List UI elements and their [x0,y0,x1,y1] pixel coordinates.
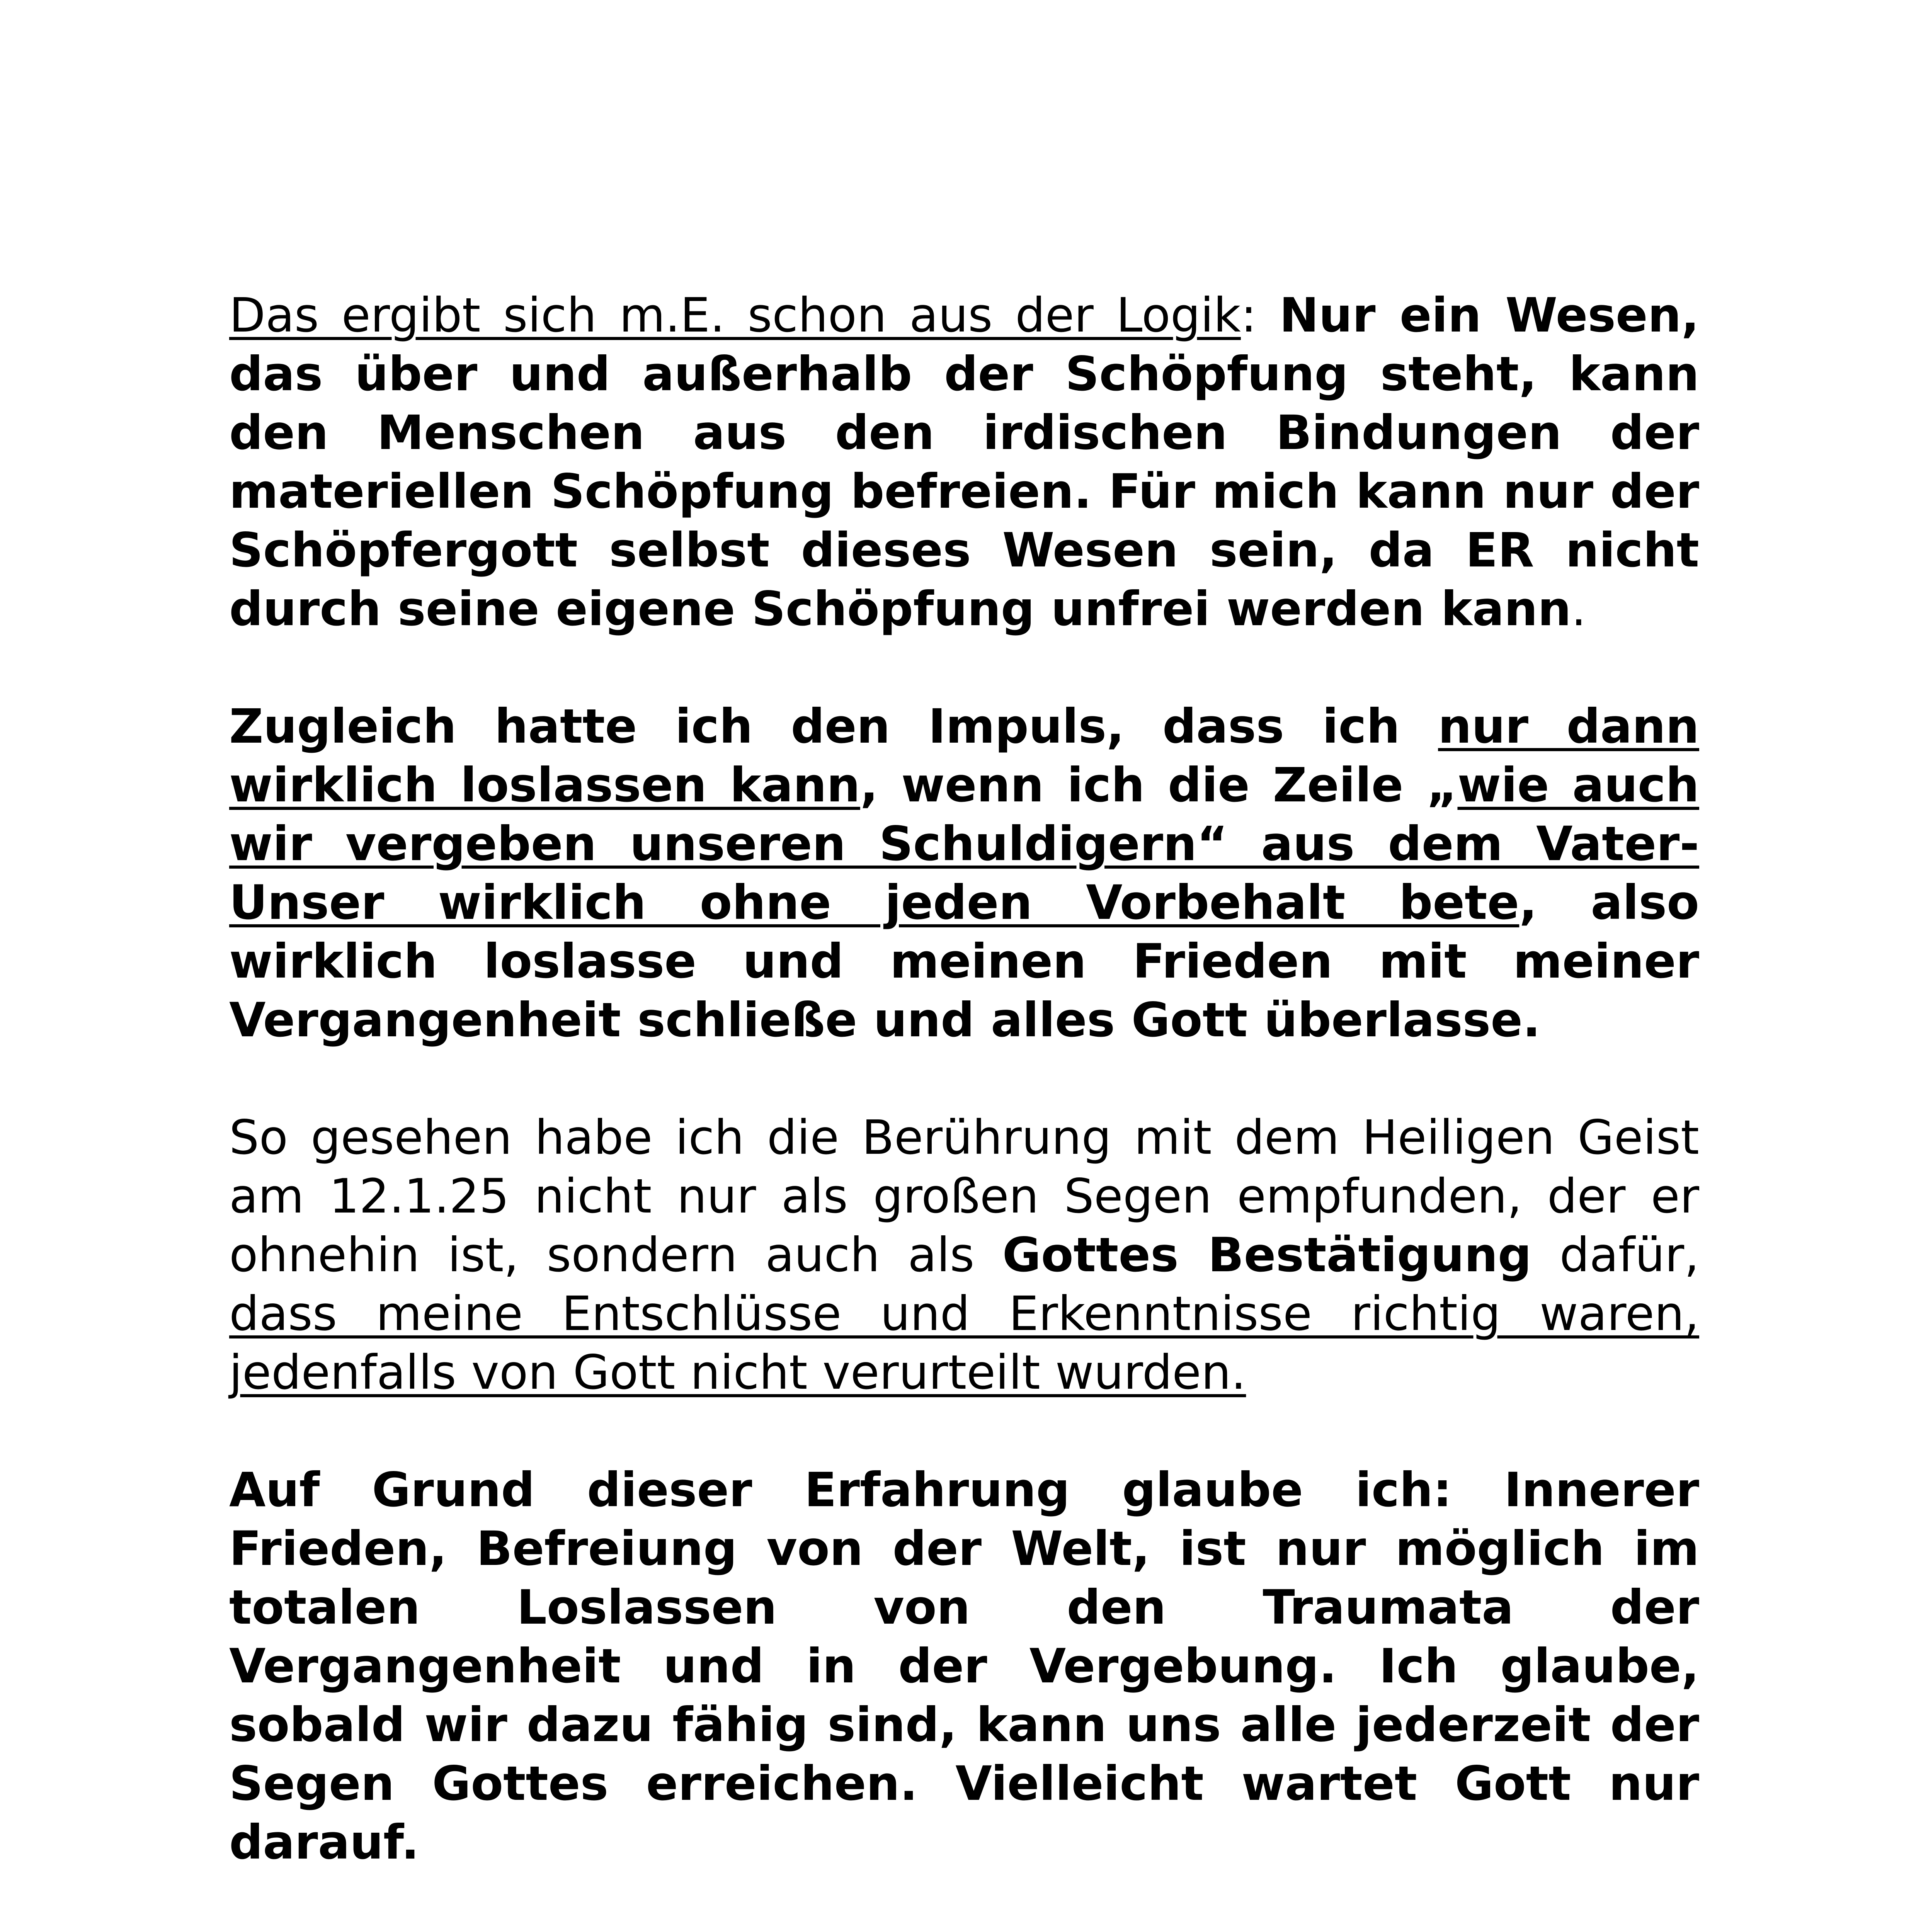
belief-paragraph [229,1461,1699,1872]
text-run: nur dann wirklich loslassen kann [229,699,1699,813]
text-run: : [1240,288,1280,343]
text-run: Auf Grund dieser Erfahrung glaube ich: Innerer Frieden, Befreiung von der Welt, ist nur möglich im totalen Loslassen von den Traumata der Vergangenheit und in der Vergebung. Ich glaube, sobald wir dazu fähig sind, kann uns alle jederzeit der Segen Gottes erreichen. Vielleicht wartet Gott nur darauf. [229,1463,1699,1870]
starting-point-paragraph [229,1930,1699,1932]
page-body [229,286,1699,1932]
text-run: So gesehen habe ich die Berührung mit dem Heiligen Geist am 12.1.25 nicht nur als großen Segen empfunden, der er ohnehin ist, sondern auch als [229,1110,1699,1282]
text-run: wie auch wir vergeben unseren Schuldigern“ aus dem Vater-Unser wirklich ohne jeden Vorbehalt bete [229,758,1699,930]
text-run: , also wirklich loslasse und meinen Frieden mit meiner Vergangenheit schließe und alles Gott überlasse. [229,875,1699,1048]
text-run: dass meine Entschlüsse und Erkenntnisse richtig waren, jedenfalls von Gott nicht verurteilt wurden. [229,1286,1699,1400]
text-run: . [1571,582,1586,636]
impulse-paragraph [229,697,1699,1049]
logic-paragraph [229,286,1699,638]
text-run: dafür, [1531,1228,1699,1282]
confirmation-paragraph [229,1108,1699,1402]
text-run: Nur ein Wesen, das über und außerhalb der Schöpfung steht, kann den Menschen aus den irdischen Bindungen der materiellen Schöpfung befreien. Für mich kann nur der Schöpfergott selbst dieses Wesen sein, da ER nicht durch seine eigene Schöpfung unfrei werden kann [229,288,1699,636]
text-run: Das ergibt sich m.E. schon aus der Logik [229,288,1241,343]
text-run: Gottes Bestätigung [1002,1228,1532,1282]
text-run: , wenn ich die Zeile „ [860,758,1458,813]
text-run: Zugleich hatte ich den Impuls, dass ich [229,699,1438,754]
